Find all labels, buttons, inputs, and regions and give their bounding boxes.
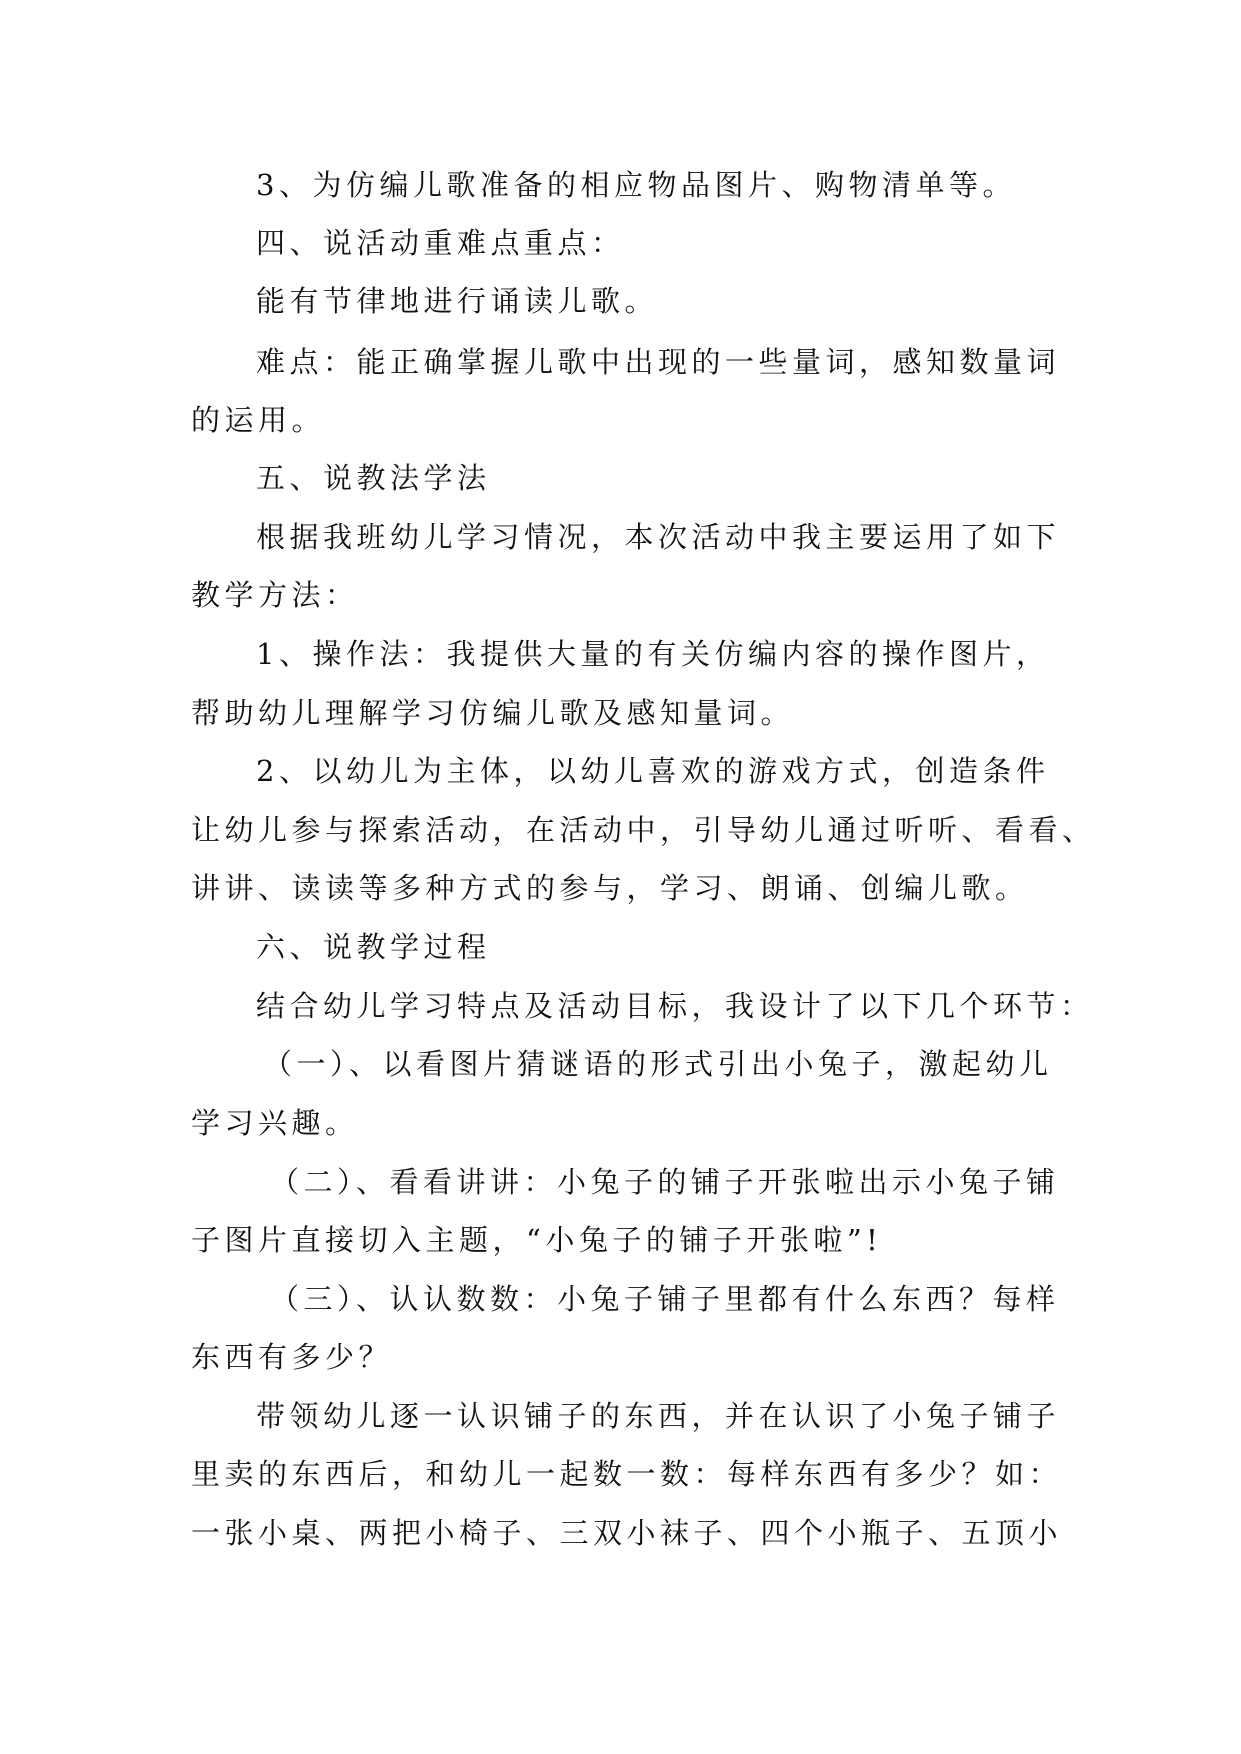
text-line-step-3-detail: 带领幼儿逐一认识铺子的东西，并在认识了小兔子铺子 [256, 1399, 1061, 1433]
text-line-method-1-cont: 帮助幼儿理解学习仿编儿歌及感知量词。 [191, 696, 795, 730]
text-line-method-2: 2、以幼儿为主体，以幼儿喜欢的游戏方式，创造条件 [256, 754, 1050, 788]
text-line-methods-intro: 根据我班幼儿学习情况，本次活动中我主要运用了如下 [256, 520, 1061, 554]
text-line-step-1: （一）、以看图片猜谜语的形式引出小兔子，激起幼儿 [263, 1047, 1053, 1081]
text-line-step-3: （三）、认认数数：小兔子铺子里都有什么东西？每样 [270, 1282, 1060, 1316]
text-line-process-intro: 结合幼儿学习特点及活动目标，我设计了以下几个环节： [256, 989, 1094, 1023]
text-line-step-3-detail-cont-2: 一张小桌、两把小椅子、三双小袜子、四个小瓶子、五顶小 [191, 1516, 1063, 1550]
text-line-key-point: 能有节律地进行诵读儿歌。 [256, 284, 659, 318]
section-heading-key-difficult-points: 四、说活动重难点重点： [256, 226, 625, 260]
text-line-step-1-cont: 学习兴趣。 [191, 1106, 359, 1140]
text-line-step-3-detail-cont-1: 里卖的东西后，和幼儿一起数一数：每样东西有多少？如： [191, 1457, 1063, 1491]
text-line-method-2-cont-2: 讲讲、读读等多种方式的参与，学习、朗诵、创编儿歌。 [191, 871, 1029, 905]
text-line-step-3-cont: 东西有多少？ [191, 1340, 393, 1374]
text-line-method-2-cont-1: 让幼儿参与探索活动，在活动中，引导幼儿通过听听、看看、 [191, 813, 1096, 847]
text-line-difficult-point: 难点：能正确掌握儿歌中出现的一些量词，感知数量词 [256, 345, 1061, 379]
text-line-method-1: 1、操作法：我提供大量的有关仿编内容的操作图片， [256, 637, 1050, 671]
text-line-difficult-point-cont: 的运用。 [191, 403, 326, 437]
section-heading-teaching-process: 六、说教学过程 [256, 930, 491, 964]
text-line-methods-intro-cont: 教学方法： [191, 578, 359, 612]
text-line-prep-item-3: 3、为仿编儿歌准备的相应物品图片、购物清单等。 [256, 168, 1016, 202]
section-heading-teaching-methods: 五、说教法学法 [256, 461, 491, 495]
text-line-step-2-cont: 子图片直接切入主题，“小兔子的铺子开张啦”! [191, 1223, 883, 1257]
text-line-step-2: （二）、看看讲讲：小兔子的铺子开张啦出示小兔子铺 [270, 1165, 1060, 1199]
